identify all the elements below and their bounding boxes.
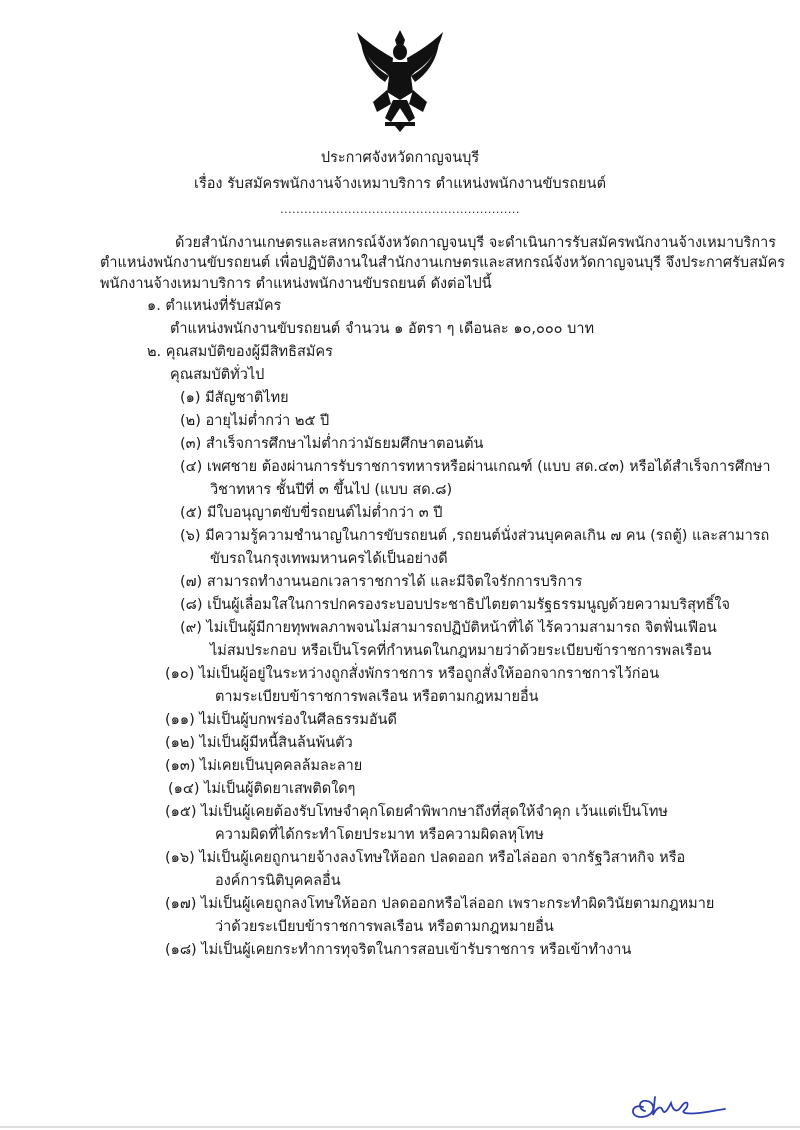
qualification-item: (๘) เป็นผู้เลื่อมใสในการปกครองระบอบประชาธิปไตยตามรัฐธรรมนูญด้วยความบริสุทธิ์ใจ	[180, 597, 730, 613]
page-edge	[0, 1126, 800, 1128]
qualification-item: (๑๒) ไม่เป็นผู้มีหนี้สินล้นพ้นตัว	[165, 735, 353, 751]
qualification-item: (๗) สามารถทำงานนอกเวลาราชการได้ และมีจิตใจรักการบริการ	[180, 574, 583, 590]
qualification-item: (๑๓) ไม่เคยเป็นบุคคลล้มละลาย	[165, 758, 363, 774]
qualification-item: (๕) มีใบอนุญาตขับขี่รถยนต์ไม่ต่ำกว่า ๓ ปี	[180, 505, 443, 521]
qualification-item: (๑๕) ไม่เป็นผู้เคยต้องรับโทษจำคุกโดยคำพิพากษาถึงที่สุดให้จำคุก เว้นแต่เป็นโทษ	[165, 804, 668, 820]
intro-line: พนักงานจ้างเหมาบริการ ตำแหน่งพนักงานขับรถยนต์ ดังต่อไปนี้	[100, 276, 492, 292]
qualification-item: (๑๔) ไม่เป็นผู้ติดยาเสพติดใดๆ	[168, 781, 356, 797]
qualification-item: (๑) มีสัญชาติไทย	[180, 390, 289, 406]
section-2-heading: ๒. คุณสมบัติของผู้มีสิทธิสมัคร	[147, 344, 333, 360]
qualification-item: (๙) ไม่เป็นผู้มีกายทุพพลภาพจนไม่สามารถปฏิบัติหน้าที่ได้ ไร้ความสามารถ จิตฟั่นเฟือน	[180, 620, 717, 636]
qualification-item-continuation: ตามระเบียบข้าราชการพลเรือน หรือตามกฎหมายอื่น	[215, 689, 539, 705]
announcement-title: ประกาศจังหวัดกาญจนบุรี	[320, 150, 480, 166]
qualification-item-continuation: องค์การนิติบุคคลอื่น	[215, 873, 341, 889]
garuda-emblem	[355, 28, 445, 133]
qualification-item: (๑๘) ไม่เป็นผู้เคยกระทำการทุจริตในการสอบเข้ารับราชการ หรือเข้าทำงาน	[165, 942, 632, 958]
intro-line: ตำแหน่งพนักงานขับรถยนต์ เพื่อปฏิบัติงานในสำนักงานเกษตรและสหกรณ์จังหวัดกาญจนบุรี จึงประกาศรับสมัคร	[100, 255, 785, 271]
qualification-item-continuation: ความผิดที่ได้กระทำโดยประมาท หรือความผิดลหุโทษ	[215, 827, 544, 843]
qualification-item: (๓) สำเร็จการศึกษาไม่ต่ำกว่ามัธยมศึกษาตอนต้น	[180, 436, 484, 452]
qualification-item-continuation: ขับรถในกรุงเทพมหานครได้เป็นอย่างดี	[210, 551, 448, 567]
signature	[625, 1085, 735, 1125]
qualification-item: (๖) มีความรู้ความชำนาญในการขับรถยนต์ ,รถยนต์นั่งส่วนบุคคลเกิน ๗ คน (รถตู้) และสามารถ	[180, 528, 770, 544]
qualification-item: (๒) อายุไม่ต่ำกว่า ๒๕ ปี	[180, 413, 330, 429]
qualification-item-continuation: ว่าด้วยระเบียบข้าราชการพลเรือน หรือตามกฎหมายอื่น	[215, 919, 554, 935]
qualification-item: (๑๗) ไม่เป็นผู้เคยถูกลงโทษให้ออก ปลดออกหรือไล่ออก เพราะกระทำผิดวินัยตามกฎหมาย	[165, 896, 715, 912]
section-1-heading: ๑. ตำแหน่งที่รับสมัคร	[147, 298, 282, 314]
section-2-subheading: คุณสมบัติทั่วไป	[170, 367, 265, 383]
intro-line: ด้วยสำนักงานเกษตรและสหกรณ์จังหวัดกาญจนบุรี จะดำเนินการรับสมัครพนักงานจ้างเหมาบริการ	[175, 235, 777, 251]
announcement-subject: เรื่อง รับสมัครพนักงานจ้างเหมาบริการ ตำแหน่งพนักงานขับรถยนต์	[193, 176, 606, 192]
section-1-detail: ตำแหน่งพนักงานขับรถยนต์ จำนวน ๑ อัตรา ๆ เดือนละ ๑๐,๐๐๐ บาท	[170, 321, 595, 337]
qualification-item: (๑๐) ไม่เป็นผู้อยู่ในระหว่างถูกสั่งพักราชการ หรือถูกสั่งให้ออกจากราชการไว้ก่อน	[165, 666, 660, 682]
qualification-item-continuation: ไม่สมประกอบ หรือเป็นโรคที่กำหนดในกฎหมายว่าด้วยระเบียบข้าราชการพลเรือน	[210, 643, 712, 659]
qualification-item-continuation: วิชาทหาร ชั้นปีที่ ๓ ขึ้นไป (แบบ สด.๘)	[210, 482, 453, 498]
qualification-item: (๔) เพศชาย ต้องผ่านการรับราชการทหารหรือผ่านเกณฑ์ (แบบ สด.๔๓) หรือได้สำเร็จการศึกษา	[180, 459, 771, 475]
separator-dots: ............................................................	[280, 203, 520, 216]
qualification-item: (๑๖) ไม่เป็นผู้เคยถูกนายจ้างลงโทษให้ออก ปลดออก หรือไล่ออก จากรัฐวิสาหกิจ หรือ	[165, 850, 686, 866]
qualification-item: (๑๑) ไม่เป็นผู้บกพร่องในศีลธรรมอันดี	[165, 712, 397, 728]
